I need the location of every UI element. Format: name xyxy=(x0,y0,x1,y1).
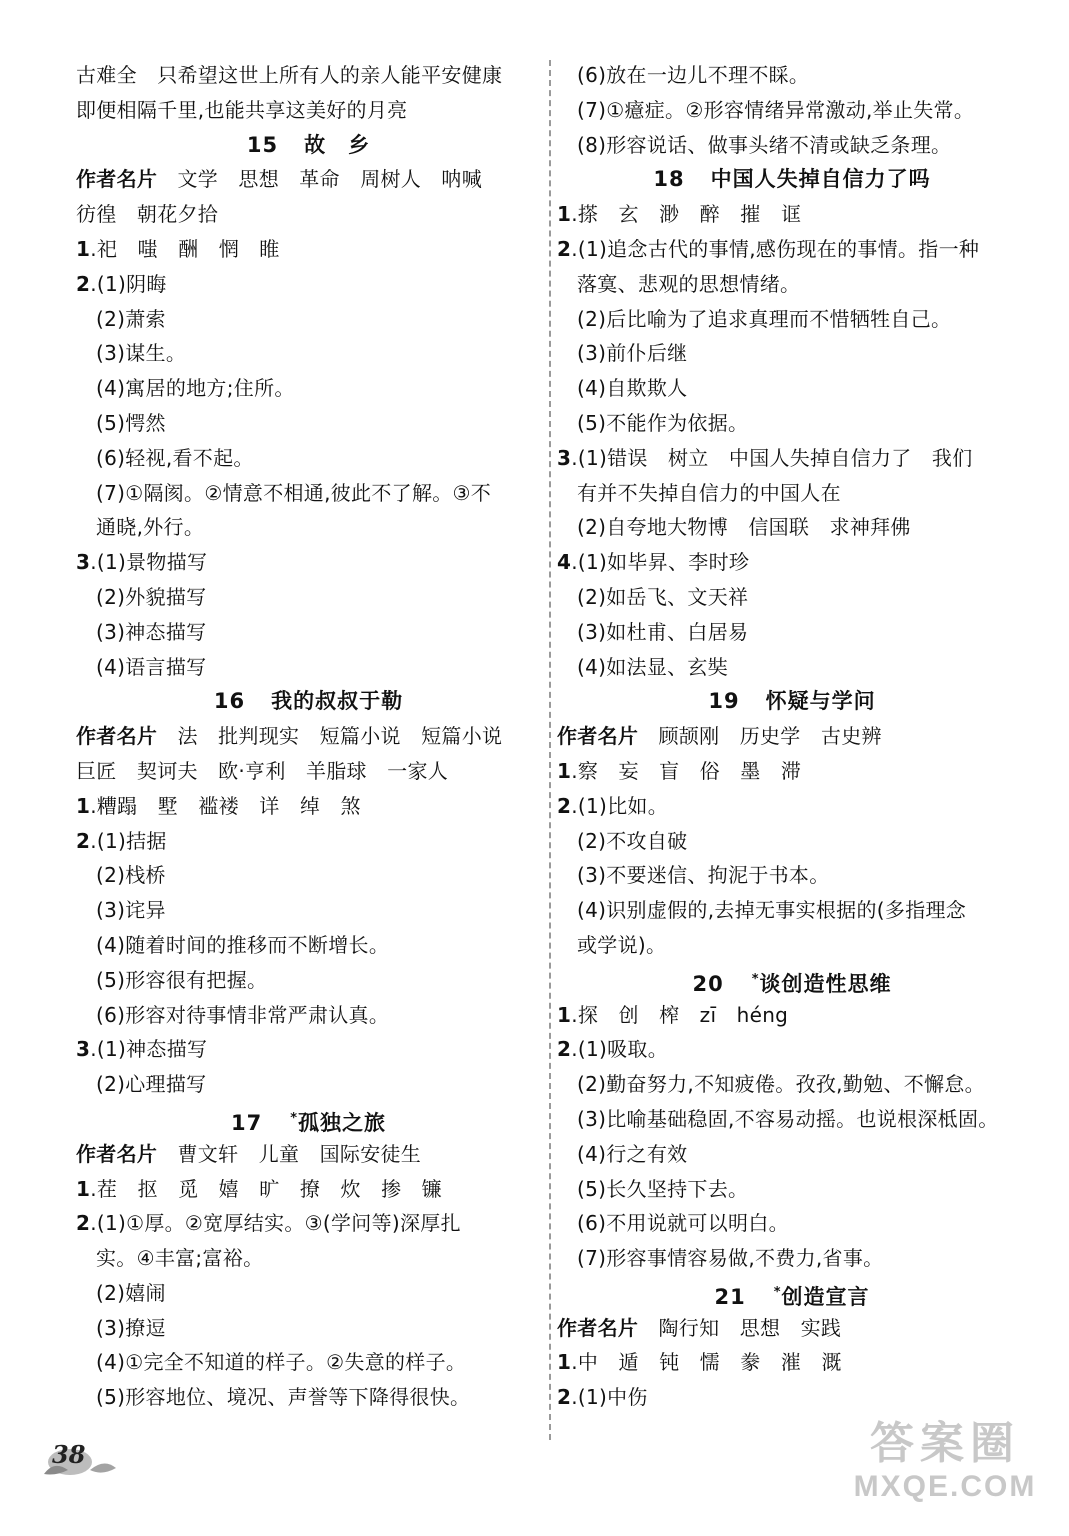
author-card-label: 作者名片 xyxy=(76,167,158,192)
answer-line: 巨匠 契诃夫 欧·亨利 羊脂球 一家人 xyxy=(76,758,449,783)
answer-line: 彷徨 朝花夕拾 xyxy=(76,202,219,227)
answer-line: (2)心理描写 xyxy=(96,1072,207,1097)
question-number: 1 xyxy=(557,202,572,227)
question-number: 2 xyxy=(557,793,572,818)
answer-line: (6)不用说就可以明白。 xyxy=(577,1211,789,1236)
answer-line: (5)不能作为依据。 xyxy=(577,410,749,435)
answer-line: (7)①隔阂。②情意不相通,彼此不了解。③不 xyxy=(96,480,492,505)
answer-line: (5)长久坚持下去。 xyxy=(577,1176,749,1201)
section-title xyxy=(76,1102,541,1137)
optional-star-mark: * xyxy=(773,1284,782,1300)
answer-line: 作者名片 文学 思想 革命 周树人 呐喊 xyxy=(76,167,483,192)
answer-line: 2.(1)追念古代的事情,感伤现在的事情。指一种 xyxy=(557,236,980,261)
section-name: 孤独之旅 xyxy=(298,1110,387,1135)
answer-line: 2.(1)比如。 xyxy=(557,793,669,818)
section-number: 21 xyxy=(714,1284,746,1309)
answer-line: 2.(1)拮据 xyxy=(76,828,167,853)
answer-line: (3)如杜甫、白居易 xyxy=(577,619,749,644)
answer-line: (2)栈桥 xyxy=(96,863,166,888)
section-number: 19 xyxy=(708,689,740,714)
answer-line: 1.祀 嗤 酬 惘 睢 xyxy=(76,236,280,261)
question-number: 2 xyxy=(557,1037,572,1062)
section-title xyxy=(76,128,541,163)
author-card-label: 作者名片 xyxy=(76,724,158,749)
answer-line: 作者名片 顾颉刚 历史学 古史辨 xyxy=(557,724,882,749)
answer-line: (2)萧索 xyxy=(96,306,166,331)
answer-line: (2)嬉闹 xyxy=(96,1280,166,1305)
answer-line: (8)形容说话、做事头绪不清或缺乏条理。 xyxy=(577,132,952,157)
answer-line: (3)撩逗 xyxy=(96,1315,166,1340)
answer-line: 4.(1)如毕昇、李时珍 xyxy=(557,550,750,575)
section-name: 怀疑与学问 xyxy=(765,689,876,714)
question-number: 1 xyxy=(557,1002,572,1027)
answer-line: (4)行之有效 xyxy=(577,1141,688,1166)
left-column xyxy=(76,58,541,1415)
answer-line: 作者名片 陶行知 思想 实践 xyxy=(557,1315,842,1340)
section-number: 18 xyxy=(653,167,685,192)
watermark-logo xyxy=(845,1418,1045,1518)
answer-line: (3)神态描写 xyxy=(96,619,207,644)
right-column xyxy=(557,58,1027,1415)
answer-line: (2)外貌描写 xyxy=(96,584,207,609)
answer-line: 2.(1)阴晦 xyxy=(76,271,167,296)
answer-line: (6)放在一边儿不理不睬。 xyxy=(577,63,810,87)
answer-line: 有并不失掉自信力的中国人在 xyxy=(577,480,841,505)
answer-line: (3)比喻基础稳固,不容易动摇。也说根深柢固。 xyxy=(577,1106,999,1131)
answer-line: 实。④丰富;富裕。 xyxy=(96,1246,264,1271)
answer-line: (4)语言描写 xyxy=(96,654,207,679)
answer-line: 1.糟蹋 墅 褴褛 详 绰 煞 xyxy=(76,793,361,818)
answer-line: (2)勤奋努力,不知疲倦。孜孜,勤勉、不懈怠。 xyxy=(577,1072,985,1097)
answer-line: 即便相隔千里,也能共享这美好的月亮 xyxy=(76,97,408,122)
answer-line: (6)形容对待事情非常严肃认真。 xyxy=(96,1002,390,1027)
optional-star-mark: * xyxy=(751,971,760,987)
section-title xyxy=(557,1276,1027,1311)
answer-line: (4)如法显、玄奘 xyxy=(577,654,729,679)
question-number: 2 xyxy=(76,271,91,296)
answer-line: (2)不攻自破 xyxy=(577,828,688,853)
watermark-top-text: 答案圈 xyxy=(870,1419,1020,1468)
question-number: 2 xyxy=(76,1211,91,1236)
question-number: 2 xyxy=(557,236,572,261)
question-number: 1 xyxy=(76,793,91,818)
answer-line: 作者名片 曹文轩 儿童 国际安徒生 xyxy=(76,1141,422,1166)
author-card-label: 作者名片 xyxy=(557,1315,639,1340)
answer-line: (2)自夸地大物博 信国联 求神拜佛 xyxy=(577,515,911,540)
answer-line: (3)谋生。 xyxy=(96,341,187,366)
answer-line: (4)随着时间的推移而不断增长。 xyxy=(96,932,390,957)
answer-line: 3.(1)景物描写 xyxy=(76,550,208,575)
section-name: 中国人失掉自信力了吗 xyxy=(710,167,931,192)
section-title xyxy=(557,162,1027,197)
section-name: 故 乡 xyxy=(304,132,371,157)
answer-line: (2)后比喻为了追求真理而不惜牺牲自己。 xyxy=(577,306,952,331)
answer-line: 2.(1)吸取。 xyxy=(557,1037,669,1062)
answer-line: (3)诧异 xyxy=(96,898,166,923)
optional-star-mark: * xyxy=(290,1110,299,1126)
author-card-label: 作者名片 xyxy=(557,724,639,749)
answer-line: (4)自欺欺人 xyxy=(577,376,688,401)
watermark-bottom-text: MXQE.COM xyxy=(853,1470,1037,1503)
section-title xyxy=(557,963,1027,998)
answer-line: (7)①癔症。②形容情绪异常激动,举止失常。 xyxy=(577,97,975,122)
answer-line: (7)形容事情容易做,不费力,省事。 xyxy=(577,1246,884,1271)
question-number: 3 xyxy=(76,1037,91,1062)
question-number: 1 xyxy=(76,236,91,261)
answer-line: 通晓,外行。 xyxy=(96,515,205,540)
answer-line: 落寞、悲观的思想情绪。 xyxy=(577,271,801,296)
page-number: 38 xyxy=(52,1440,86,1469)
answer-line: 古难全 只希望这世上所有人的亲人能平安健康 xyxy=(76,63,503,87)
answer-line: 1.探 创 榨 zī héng xyxy=(557,1002,789,1027)
answer-line: (4)寓居的地方;住所。 xyxy=(96,376,295,401)
section-name: 我的叔叔于勒 xyxy=(271,689,404,714)
answer-line: 3.(1)神态描写 xyxy=(76,1037,208,1062)
section-name: 创造宣言 xyxy=(781,1284,870,1309)
section-number: 20 xyxy=(692,971,724,996)
question-number: 1 xyxy=(76,1176,91,1201)
section-number: 15 xyxy=(246,132,279,157)
question-number: 4 xyxy=(557,550,572,575)
answer-line: 1.中 遁 钝 懦 豢 漼 溉 xyxy=(557,1350,842,1375)
answer-line: (5)愕然 xyxy=(96,410,166,435)
author-card-label: 作者名片 xyxy=(76,1141,158,1166)
section-name: 谈创造性思维 xyxy=(759,971,892,996)
question-number: 1 xyxy=(557,758,572,783)
answer-line: (5)形容地位、境况、声誉等下降得很快。 xyxy=(96,1385,471,1410)
question-number: 2 xyxy=(76,828,91,853)
answer-line: 1.茬 抠 觅 嬉 旷 撩 炊 掺 镰 xyxy=(76,1176,442,1201)
answer-line: 3.(1)错误 树立 中国人失掉自信力了 我们 xyxy=(557,445,973,470)
answer-line: 或学说)。 xyxy=(577,932,667,957)
section-title xyxy=(76,684,541,719)
answer-line: (4)识别虚假的,去掉无事实根据的(多指理念 xyxy=(577,898,967,923)
answer-line: 1.察 妄 盲 俗 墨 滞 xyxy=(557,758,802,783)
answer-line: (2)如岳飞、文天祥 xyxy=(577,584,749,609)
answer-line: (6)轻视,看不起。 xyxy=(96,445,254,470)
answer-line: 作者名片 法 批判现实 短篇小说 短篇小说 xyxy=(76,724,503,749)
question-number: 2 xyxy=(557,1385,572,1410)
column-divider xyxy=(549,60,551,1440)
answer-line: (3)不要迷信、拘泥于书本。 xyxy=(577,863,830,888)
question-number: 3 xyxy=(557,445,572,470)
answer-line: (5)形容很有把握。 xyxy=(96,967,268,992)
question-number: 1 xyxy=(557,1350,572,1375)
answer-line: (3)前仆后继 xyxy=(577,341,688,366)
answer-line: (4)①完全不知道的样子。②失意的样子。 xyxy=(96,1350,467,1375)
section-title xyxy=(557,684,1027,719)
answer-line: 2.(1)①厚。②宽厚结实。③(学问等)深厚扎 xyxy=(76,1211,461,1236)
answer-line: 1.搽 玄 渺 醉 摧 诓 xyxy=(557,202,802,227)
question-number: 3 xyxy=(76,550,91,575)
section-number: 16 xyxy=(213,689,246,714)
section-number: 17 xyxy=(230,1110,263,1135)
answer-line: 2.(1)中伤 xyxy=(557,1385,648,1410)
